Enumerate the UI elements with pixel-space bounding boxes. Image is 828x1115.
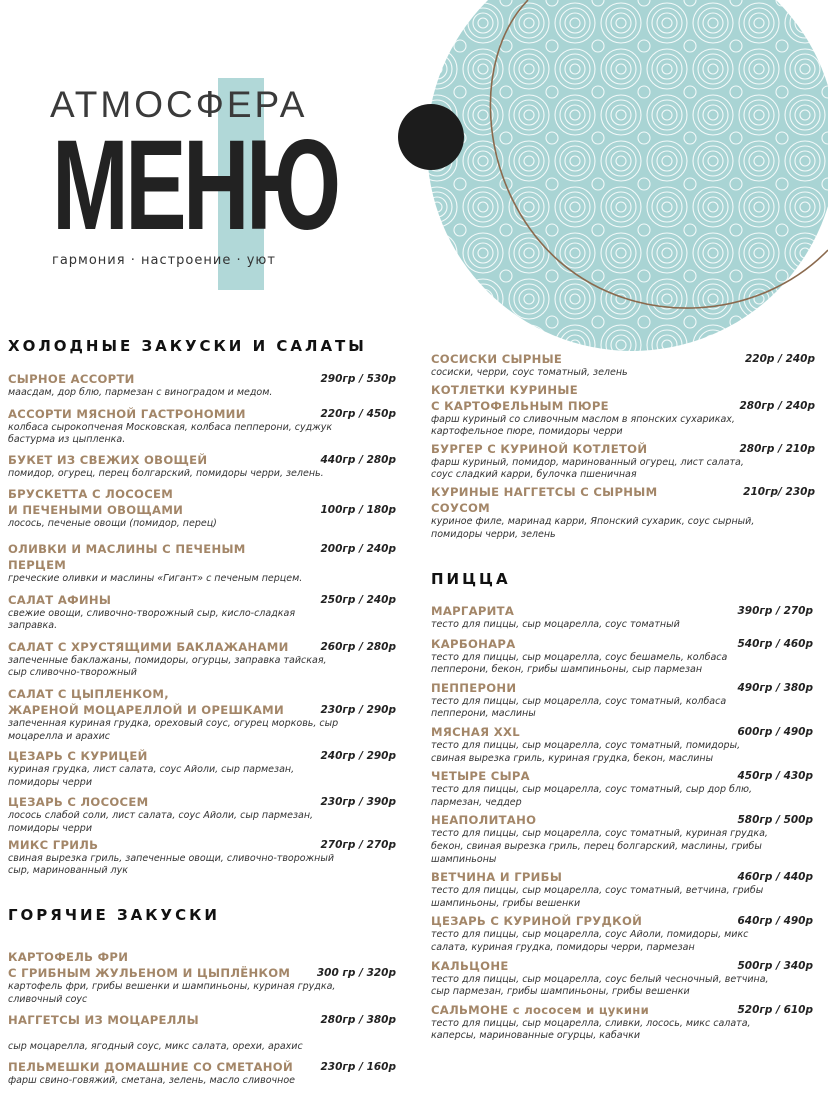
menu-item-desc: лосось, печеные овощи (помидор, перец)	[8, 518, 217, 530]
menu-item-name: КАЛЬЦОНЕ	[431, 958, 509, 973]
menu-item-price: 250гр / 240р	[320, 593, 396, 606]
menu-item	[431, 812, 813, 866]
menu-item	[431, 441, 815, 482]
menu-item-desc: куриная грудка, лист салата, соус Айоли, сыр пармезан, помидоры черри	[8, 764, 295, 788]
menu-item-name: МИКС ГРИЛЬ	[8, 837, 99, 852]
menu-item-desc: сыр моцарелла, ягодный соус, микс салата, орехи, арахис	[8, 1040, 303, 1052]
menu-item-desc: фарш куриный со сливочным маслом в японских сухариках, картофельное пюре, помидоры черри	[431, 413, 735, 438]
menu-item-desc: тесто для пиццы, сыр моцарелла, соус томатный, колбаса пепперони, маслины	[431, 695, 727, 720]
pizza-items-list	[431, 603, 813, 1043]
menu-item-name: САЛАТ С ЦЫПЛЕНКОМ, ЖАРЕНОЙ МОЦАРЕЛЛОЙ И ОРЕШКАМИ	[8, 686, 284, 717]
menu-item-price: 280гр / 380р	[320, 1014, 396, 1027]
menu-item-name: ЧЕТЫРЕ СЫРА	[431, 769, 530, 784]
menu-item-name: ЦЕЗАРЬ С КУРИНОЙ ГРУДКОЙ	[431, 914, 643, 929]
menu-item-desc: сосиски, черри, соус томатный, зелень	[431, 367, 628, 378]
menu-item-name: САЛЬМОНЕ с лососем и цукини	[431, 1002, 649, 1017]
menu-item-price: 440гр / 280р	[320, 453, 396, 466]
menu-item-desc: тесто для пиццы, сыр моцарелла, соус томатный, ветчина, грибы шампиньоны, грибы вешенки	[431, 885, 764, 909]
menu-item-price: 230гр / 290р	[320, 703, 396, 716]
menu-item	[431, 913, 813, 954]
menu-item	[431, 603, 813, 632]
menu-item-name: КОТЛЕТКИ КУРИНЫЕ С КАРТОФЕЛЬНЫМ ПЮРЕ	[431, 382, 609, 413]
menu-item	[8, 541, 396, 586]
menu-item-desc: тесто для пиццы, сыр моцарелла, соус томатный, сыр дор блю, пармезан, чеддер	[431, 784, 752, 808]
menu-item-desc: запеченная куриная грудка, ореховый соус, огурец морковь, сыр моцарелла и арахис	[8, 717, 339, 742]
menu-item-desc: лосось слабой соли, лист салата, соус Айоли, сыр пармезан, помидоры черри	[8, 810, 314, 834]
menu-item-price: 640гр / 490р	[737, 915, 813, 928]
menu-item-name: БУКЕТ ИЗ СВЕЖИХ ОВОЩЕЙ	[8, 452, 208, 467]
menu-item	[431, 680, 813, 721]
menu-item-desc: тесто для пиццы, сыр моцарелла, соус томатный, куриная грудка, бекон, свиная вырезка гриль, перец болгарский, маслины, грибы шампиньоны	[431, 828, 768, 865]
menu-item-price: 200гр / 240р	[320, 542, 396, 555]
menu-item-name: БУРГЕР С КУРИНОЙ КОТЛЕТОЙ	[431, 441, 648, 456]
menu-item	[8, 1012, 396, 1053]
menu-item-desc: тесто для пиццы, сыр моцарелла, соус Айоли, помидоры, микс салата, куриная грудка, помидоры черри, пармезан	[431, 929, 749, 953]
menu-item	[431, 768, 813, 809]
menu-item	[8, 949, 396, 1006]
menu-item-price: 520гр / 610р	[737, 1003, 813, 1016]
menu-item-name: НЕАПОЛИТАНО	[431, 813, 537, 828]
section-title-pizza: ПИЦЦА	[431, 570, 511, 588]
menu-item-name: ПЕППЕРОНИ	[431, 680, 517, 695]
menu-item-price: 100гр / 180р	[320, 504, 396, 517]
menu-item	[8, 794, 396, 835]
menu-item-price: 240гр / 290р	[320, 750, 396, 763]
menu-item	[8, 1059, 396, 1088]
menu-item	[8, 452, 396, 481]
menu-item-price: 290гр / 530р	[320, 373, 396, 385]
menu-item-name: ОЛИВКИ И МАСЛИНЫ С ПЕЧЕНЫМ ПЕРЦЕМ	[8, 541, 246, 572]
menu-title: МЕНЮ	[52, 114, 338, 257]
menu-item	[431, 382, 815, 439]
menu-item-desc: свежие овощи, сливочно-творожный сыр, кисло-сладкая заправка.	[8, 607, 296, 632]
menu-item-price: 500гр / 340р	[737, 959, 813, 972]
menu-item-price: 280гр / 240р	[739, 399, 815, 412]
menu-item-price: 600гр / 490р	[737, 725, 813, 738]
menu-item	[431, 724, 813, 765]
menu-item	[8, 371, 396, 400]
menu-item-desc: свиная вырезка гриль, запеченные овощи, сливочно-творожный сыр, маринованный лук	[8, 852, 335, 877]
menu-item-price: 300 гр / 320р	[316, 967, 396, 979]
brand-name: АТМОСФЕРА	[50, 84, 308, 125]
menu-item	[8, 486, 396, 531]
menu-item-name: ВЕТЧИНА И ГРИБЫ	[431, 870, 563, 885]
menu-item-price: 490гр / 380р	[737, 681, 813, 694]
menu-item-price: 230гр / 160р	[320, 1061, 396, 1074]
menu-item	[8, 592, 396, 633]
menu-item-desc: тесто для пиццы, сыр моцарелла, соус бешамель, колбаса пепперони, бекон, грибы шампиньоны, сыр пармезан	[431, 651, 728, 676]
menu-item-desc: запеченные баклажаны, помидоры, огурцы, заправка тайская, сыр сливочно-творожный	[8, 654, 327, 679]
menu-item-desc: картофель фри, грибы вешенки и шампиньоны, куриная грудка, сливочный соус	[8, 981, 336, 1005]
menu-item	[431, 351, 815, 380]
menu-item-desc: тесто для пиццы, сыр моцарелла, соус томатный	[431, 619, 680, 630]
menu-item-name: КАРБОНАРА	[431, 636, 516, 651]
menu-item	[431, 1002, 813, 1043]
menu-item-price: 580гр / 500р	[737, 814, 813, 827]
menu-item-desc: помидор, огурец, перец болгарский, помидоры черри, зелень.	[8, 467, 324, 479]
menu-item-price: 220р / 240р	[744, 353, 815, 365]
menu-item-desc: тесто для пиццы, сыр моцарелла, соус белый чесночный, ветчина, сыр пармезан, грибы шампиньоны, грибы вешенки	[431, 973, 769, 998]
menu-item-name: НАГГЕТСЫ ИЗ МОЦАРЕЛЛЫ	[8, 1013, 199, 1028]
menu-item-price: 270гр / 270р	[320, 838, 396, 851]
menu-item-price: 540гр / 460р	[737, 637, 813, 650]
menu-item-name: БРУСКЕТТА С ЛОСОСЕМ И ПЕЧЕНЫМИ ОВОЩАМИ	[8, 487, 184, 518]
menu-item-name: КУРИНЫЕ НАГГЕТСЫ С СЫРНЫМ СОУСОМ	[431, 484, 658, 515]
black-dot	[398, 104, 464, 170]
menu-item-name: МАРГАРИТА	[431, 604, 515, 618]
menu-item-price: 210гр/ 230р	[743, 485, 815, 498]
menu-item-name: АССОРТИ МЯСНОЙ ГАСТРОНОМИИ	[8, 406, 246, 421]
menu-item-price: 260гр / 280р	[320, 640, 396, 653]
hot-items-list	[8, 949, 396, 1088]
menu-item	[8, 837, 396, 878]
menu-item-name: МЯСНАЯ XXL	[431, 724, 520, 739]
menu-item-name: ЦЕЗАРЬ С ЛОСОСЕМ	[8, 795, 149, 810]
cold-items-list	[8, 371, 396, 878]
slogan: гармония · настроение · уют	[52, 253, 276, 268]
menu-item	[431, 869, 813, 910]
menu-item-desc: маасдам, дор блю, пармезан с виноградом и медом.	[8, 387, 273, 398]
hot-items-continued-list	[431, 351, 815, 541]
menu-item-desc: тесто для пиццы, сыр моцарелла, сливки, лосось, микс салата, каперсы, маринованные огурцы, кабачки	[431, 1017, 751, 1042]
menu-item-desc: фарш куриный, помидор, маринованный огурец, лист салата, соус сладкий карри, булочка пшеничная	[431, 456, 744, 481]
menu-item	[8, 639, 396, 680]
menu-item-price: 460гр / 440р	[737, 871, 813, 884]
menu-item-desc: тесто для пиццы, сыр моцарелла, соус томатный, помидоры, свиная вырезка гриль, куриная грудка, бекон, маслины	[431, 739, 741, 764]
menu-item-name: ПЕЛЬМЕШКИ ДОМАШНИЕ СО СМЕТАНОЙ	[8, 1060, 293, 1075]
menu-item-desc: куриное филе, маринад карри, Японский сухарик, соус сырный, помидоры черри, зелень	[431, 515, 755, 540]
logo	[0, 0, 400, 290]
menu-item-price: 220гр / 450р	[320, 407, 396, 420]
section-title-hot: ГОРЯЧИЕ ЗАКУСКИ	[8, 906, 220, 924]
menu-item-desc: греческие оливки и маслины «Гигант» с печеным перцем.	[8, 572, 303, 584]
menu-item-name: САЛАТ АФИНЫ	[8, 592, 112, 607]
menu-item	[431, 484, 815, 541]
menu-item-name: САЛАТ С ХРУСТЯЩИМИ БАКЛАЖАНАМИ	[8, 639, 289, 654]
menu-item-desc: колбаса сырокопченая Московская, колбаса пепперони, суджук бастурма из цыпленка.	[8, 421, 333, 446]
menu-item-name: ЦЕЗАРЬ С КУРИЦЕЙ	[8, 749, 148, 764]
menu-item	[8, 686, 396, 743]
menu-item	[8, 748, 396, 789]
menu-item-desc: фарш свино-говяжий, сметана, зелень, масло сливочное	[8, 1075, 295, 1087]
menu-item-name: СЫРНОЕ АССОРТИ	[8, 372, 135, 386]
menu-item-name: КАРТОФЕЛЬ ФРИ С ГРИБНЫМ ЖУЛЬЕНОМ И ЦЫПЛЁНКОМ	[8, 950, 291, 980]
menu-item	[431, 636, 813, 677]
menu-item-price: 280гр / 210р	[739, 442, 815, 455]
menu-item-price: 230гр / 390р	[320, 796, 396, 809]
menu-item-name: СОСИСКИ СЫРНЫЕ	[431, 352, 563, 366]
menu-item-price: 390гр / 270р	[737, 605, 813, 617]
menu-item-price: 450гр / 430р	[737, 770, 813, 783]
menu-item	[8, 406, 396, 447]
menu-item	[431, 958, 813, 999]
section-title-cold: ХОЛОДНЫЕ ЗАКУСКИ И САЛАТЫ	[8, 337, 367, 355]
